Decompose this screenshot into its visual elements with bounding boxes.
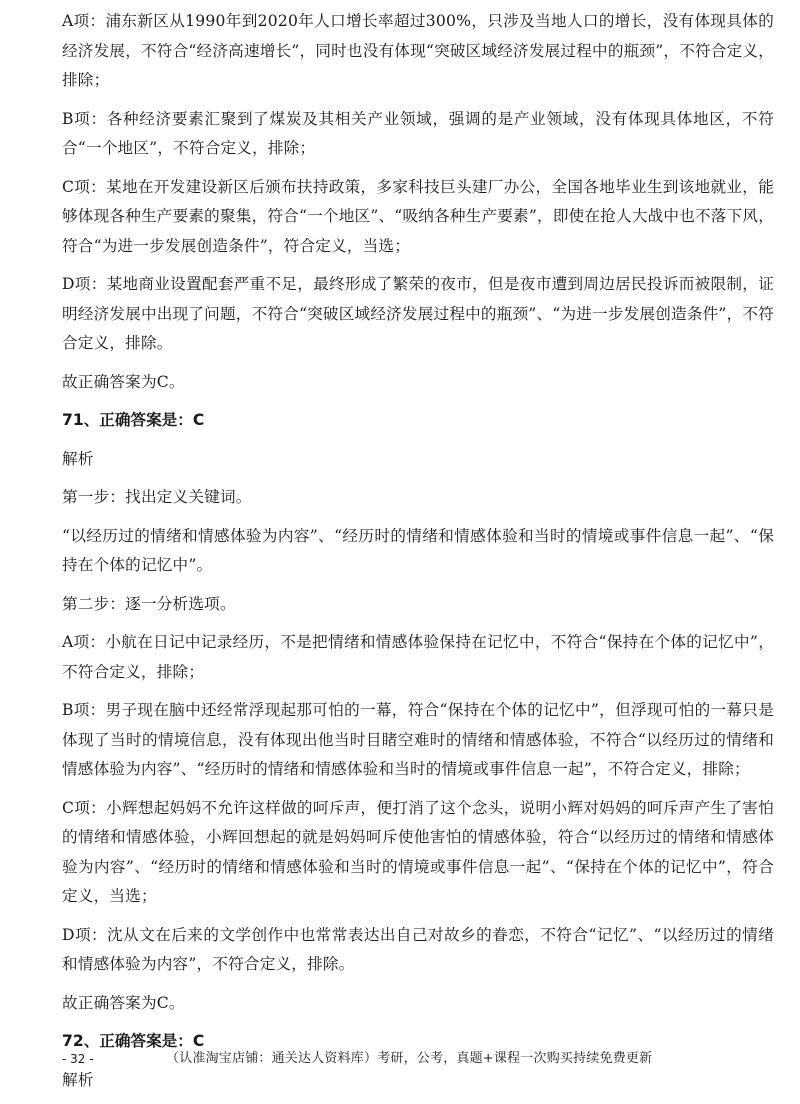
keywords-71: “以经历过的情绪和情感体验为内容”、“经历时的情绪和情感体验和当时的情境或事件信息一起”、“保持在个体的记忆中”。	[62, 526, 774, 574]
footer-note: （认准淘宝店铺：通关达人资料库）考研，公考，真题+课程一次购买持续免费更新	[166, 1051, 653, 1066]
option-c-analysis-71: C项：小辉想起妈妈不允许这样做的呵斥声，便打消了这个念头，说明小辉对妈妈的呵斥声产生了害怕的情绪和情感体验，小辉回想起的就是妈妈呵斥使他害怕的情感体验，符合“以经历过的情绪和情感体验为内容”、“经历时的情绪和情感体验和当时的情境或事件信息一起”、“保持在个体的记忆中”，符合定义，当选；	[62, 798, 774, 905]
analysis-label-71: 解析	[62, 449, 94, 468]
step-two-71: 第二步：逐一分析选项。	[62, 594, 236, 613]
option-d-analysis-71: D项：沈从文在后来的文学创作中也常常表达出自己对故乡的眷恋，不符合“记忆”、“以经历过的情绪和情感体验为内容”，不符合定义，排除。	[62, 925, 774, 973]
step-one-71: 第一步：找出定义关键词。	[62, 488, 252, 506]
option-a-analysis-70: A项：浦东新区从1990年到2020年人口增长率超过300%，只涉及当地人口的增长，没有体现具体的经济发展，不符合“经济高速增长”，同时也没有体现“突破区域经济发展过程中的瓶颈”，不符合定义，排除；	[62, 12, 774, 89]
page-content	[62, 7, 774, 1104]
question-72-heading: 72、正确答案是：C	[62, 1032, 205, 1050]
option-c-analysis-70: C项：某地在开发建设新区后颁布扶持政策，多家科技巨头建厂办公，全国各地毕业生到该地就业，能够体现各种生产要素的聚集，符合“一个地区”、“吸纳各种生产要素”，即使在抢人大战中也不落下风，符合“为进一步发展创造条件”，符合定义，当选；	[62, 177, 774, 255]
option-b-analysis-71: B项：男子现在脑中还经常浮现起那可怕的一幕，符合“保持在个体的记忆中”，但浮现可怕的一幕只是体现了当时的情境信息，没有体现出他当时目睹空难时的情绪和情感体验，不符合“以经历过的情绪和情感体验为内容”、“经历时的情绪和情感体验和当时的情境或事件信息一起”，不符合定义，排除；	[62, 701, 774, 778]
answer-conclusion-71: 故正确答案为C。	[62, 993, 185, 1012]
analysis-label-72: 解析	[62, 1070, 94, 1089]
document-page	[62, 0, 774, 1089]
page-number: - 32 -	[62, 1052, 94, 1066]
page-footer	[62, 1047, 774, 1071]
answer-conclusion-70: 故正确答案为C。	[62, 372, 185, 391]
option-d-analysis-70: D项：某地商业设置配套严重不足，最终形成了繁荣的夜市，但是夜市遭到周边居民投诉而被限制，证明经济发展中出现了问题，不符合“突破区域经济发展过程中的瓶颈”、“为进一步发展创造条件”，不符合定义，排除。	[62, 275, 774, 352]
option-a-analysis-71: A项：小航在日记中记录经历，不是把情绪和情感体验保持在记忆中，不符合“保持在个体的记忆中”，不符合定义，排除；	[62, 633, 774, 681]
question-71-heading: 71、正确答案是：C	[62, 411, 205, 429]
option-b-analysis-70: B项：各种经济要素汇聚到了煤炭及其相关产业领域，强调的是产业领域，没有体现具体地区，不符合“一个地区”，不符合定义，排除；	[62, 109, 774, 157]
